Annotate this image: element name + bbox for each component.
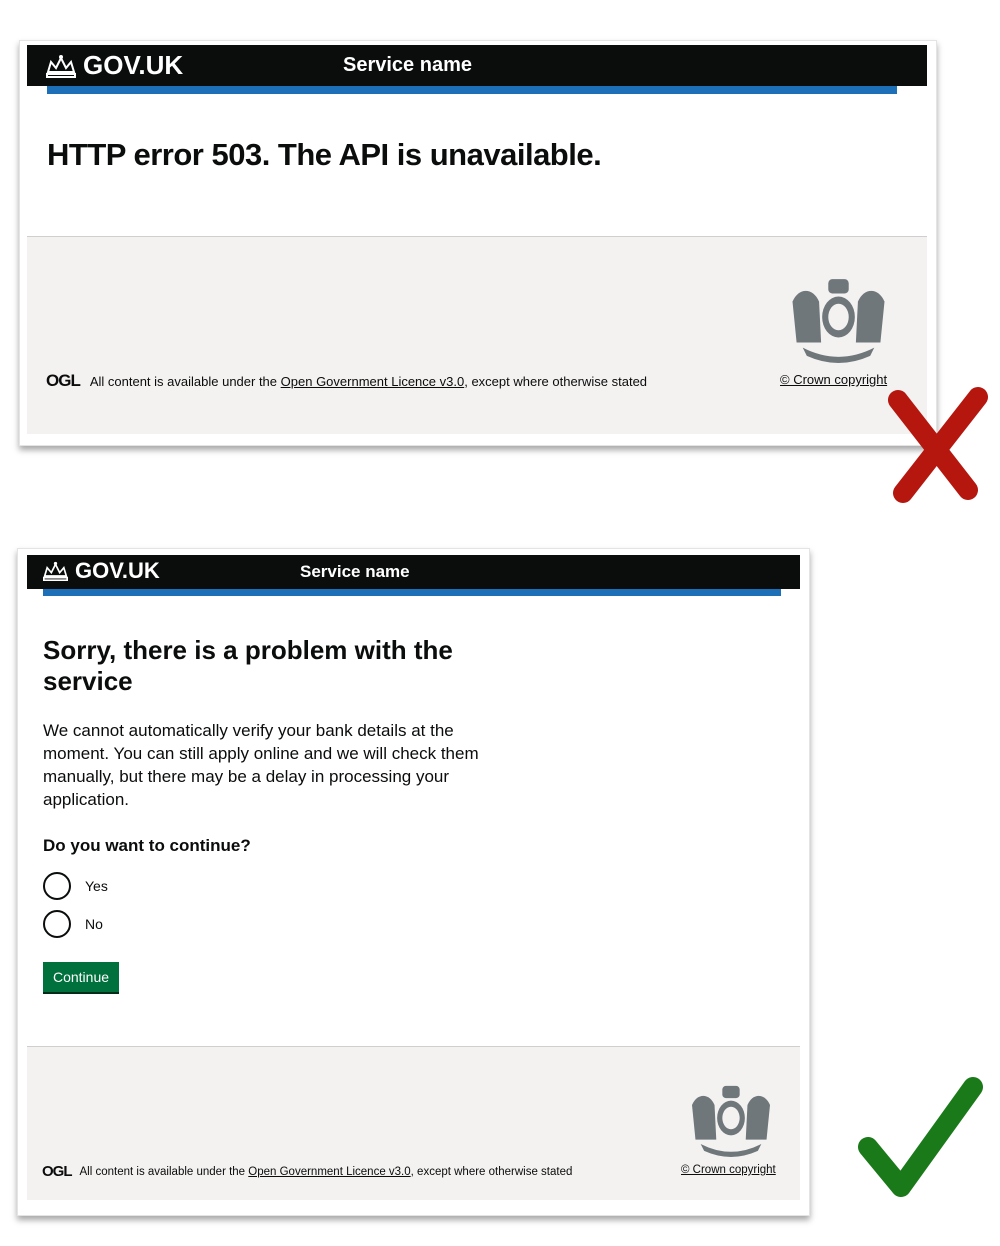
service-name[interactable]: Service name [300,562,410,581]
licence-text: All content is available under the Open Government Licence v3.0, except where otherwise stated [89,373,648,389]
body-text: We cannot automatically verify your bank details at the moment. You can still apply online and we will check them manually, but there may be a delay in processing your application. [43,721,479,809]
page-title: HTTP error 503. The API is unavailable. [47,137,602,172]
govuk-header [27,45,927,86]
crown-copyright-link[interactable]: © Crown copyright [681,1164,776,1176]
continue-button[interactable]: Continue [43,962,119,992]
footer [27,236,927,434]
royal-arms-icon [682,1079,780,1157]
header-blue-bar [43,589,781,596]
check-icon [853,1072,988,1202]
licence-link[interactable]: Open Government Licence v3.0 [280,373,465,389]
page-title: Sorry, there is a problem with the service [43,635,453,696]
crown-copyright-link[interactable]: © Crown copyright [780,372,888,387]
crown-icon [45,54,77,78]
radio-no[interactable] [43,905,108,943]
bad-example-panel [19,40,937,446]
radio-label: Yes [85,878,108,894]
cross-icon [883,385,993,505]
royal-arms-icon [781,271,896,363]
licence-link[interactable]: Open Government Licence v3.0 [248,1165,411,1178]
crown-icon [42,561,69,581]
govuk-header [27,555,800,589]
licence-text: All content is available under the Open Government Licence v3.0, except where otherwise stated [79,1165,573,1178]
radio-group [43,867,108,943]
radio-circle[interactable] [43,872,71,900]
good-example-panel [17,548,810,1216]
logo-text: GOV.UK [75,558,160,583]
header-blue-bar [47,86,897,94]
radio-yes[interactable] [43,867,108,905]
question-label: Do you want to continue? [43,836,251,855]
govuk-logo[interactable] [45,50,183,81]
logo-text: GOV.UK [83,50,184,80]
govuk-logo[interactable] [42,558,160,584]
ogl-logo: OGL [46,371,80,390]
footer [27,1046,800,1200]
ogl-logo: OGL [42,1163,72,1180]
service-name[interactable]: Service name [343,54,472,76]
radio-circle[interactable] [43,910,71,938]
radio-label: No [85,916,103,932]
